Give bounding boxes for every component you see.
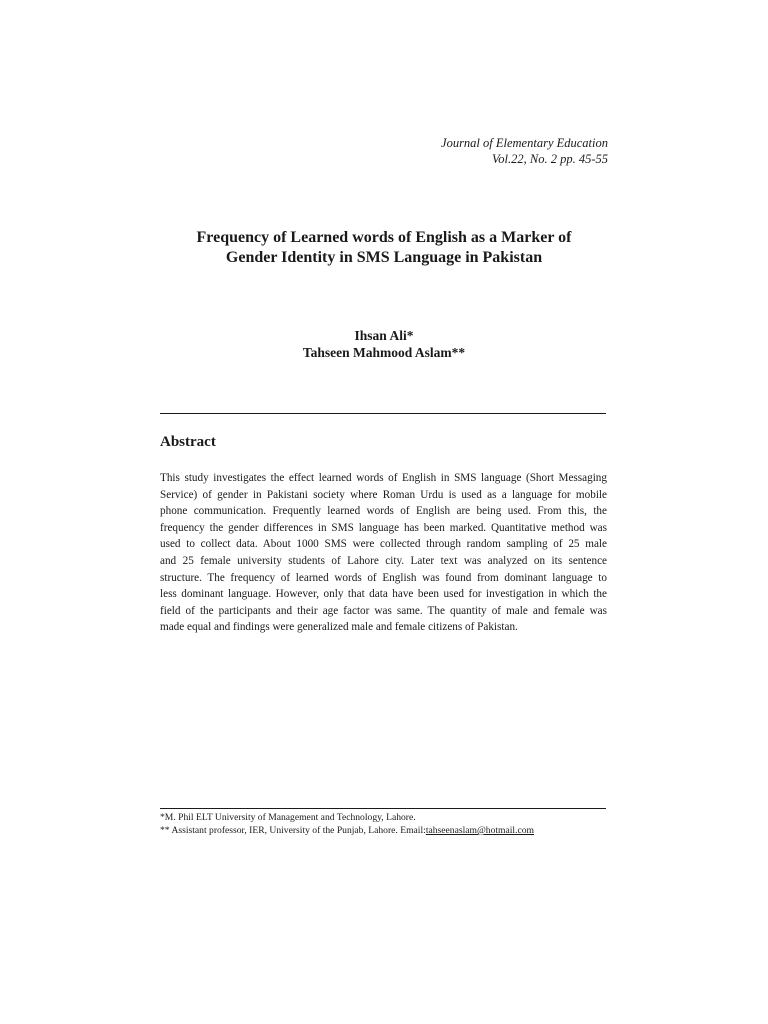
abstract-line: field of the participants and their age factor was same. The quantity of male and female was bbox=[160, 604, 607, 617]
abstract-line: Service) of gender in Pakistani society where Roman Urdu is used as a language for mobile bbox=[160, 488, 607, 501]
author-1: Ihsan Ali* bbox=[354, 328, 414, 343]
abstract-line: used to collect data. About 1000 SMS were collected through random sampling of 25 male bbox=[160, 538, 607, 551]
abstract-line: frequency the gender differences in SMS language has been marked. Quantitative method was bbox=[160, 521, 607, 534]
footnote-1: *M. Phil ELT University of Management and Technology, Lahore. bbox=[160, 812, 416, 823]
abstract-line: made equal and findings were generalized male and female citizens of Pakistan. bbox=[160, 621, 518, 634]
journal-name: Journal of Elementary Education bbox=[441, 136, 608, 150]
abstract-body bbox=[160, 470, 607, 636]
abstract-heading: Abstract bbox=[160, 434, 216, 450]
footnote-2 bbox=[160, 824, 608, 837]
abstract-line: This study investigates the effect learned words of English in SMS language (Short Messaging bbox=[160, 472, 607, 484]
abstract-line: and 25 female university students of Lahore city. Later text was analyzed on its sentence bbox=[160, 554, 607, 567]
abstract-line: phone communication. Frequently learned words of English are being used. From this, the bbox=[160, 505, 607, 518]
author-2: Tahseen Mahmood Aslam** bbox=[302, 345, 466, 360]
journal-issue: Vol.22, No. 2 pp. 45-55 bbox=[492, 152, 608, 166]
abstract-line: structure. The frequency of learned words of English was found from dominant language to bbox=[160, 571, 607, 584]
journal-header bbox=[441, 135, 608, 167]
author-list bbox=[160, 327, 608, 361]
footnote-divider bbox=[160, 808, 606, 809]
title-line-1: Frequency of Learned words of English as a Marker of bbox=[196, 229, 572, 246]
header-divider bbox=[160, 413, 606, 414]
paper-title bbox=[160, 228, 608, 268]
footnotes bbox=[160, 811, 608, 837]
title-line-2: Gender Identity in SMS Language in Pakistan bbox=[225, 249, 543, 266]
email-link[interactable]: tahseenaslam@hotmail.com bbox=[425, 825, 535, 836]
footnote-2-text: ** Assistant professor, IER, University of the Punjab, Lahore. Email: bbox=[160, 825, 426, 836]
abstract-line: less dominant language. However, only that data have been used for investigation in which the bbox=[160, 588, 607, 601]
